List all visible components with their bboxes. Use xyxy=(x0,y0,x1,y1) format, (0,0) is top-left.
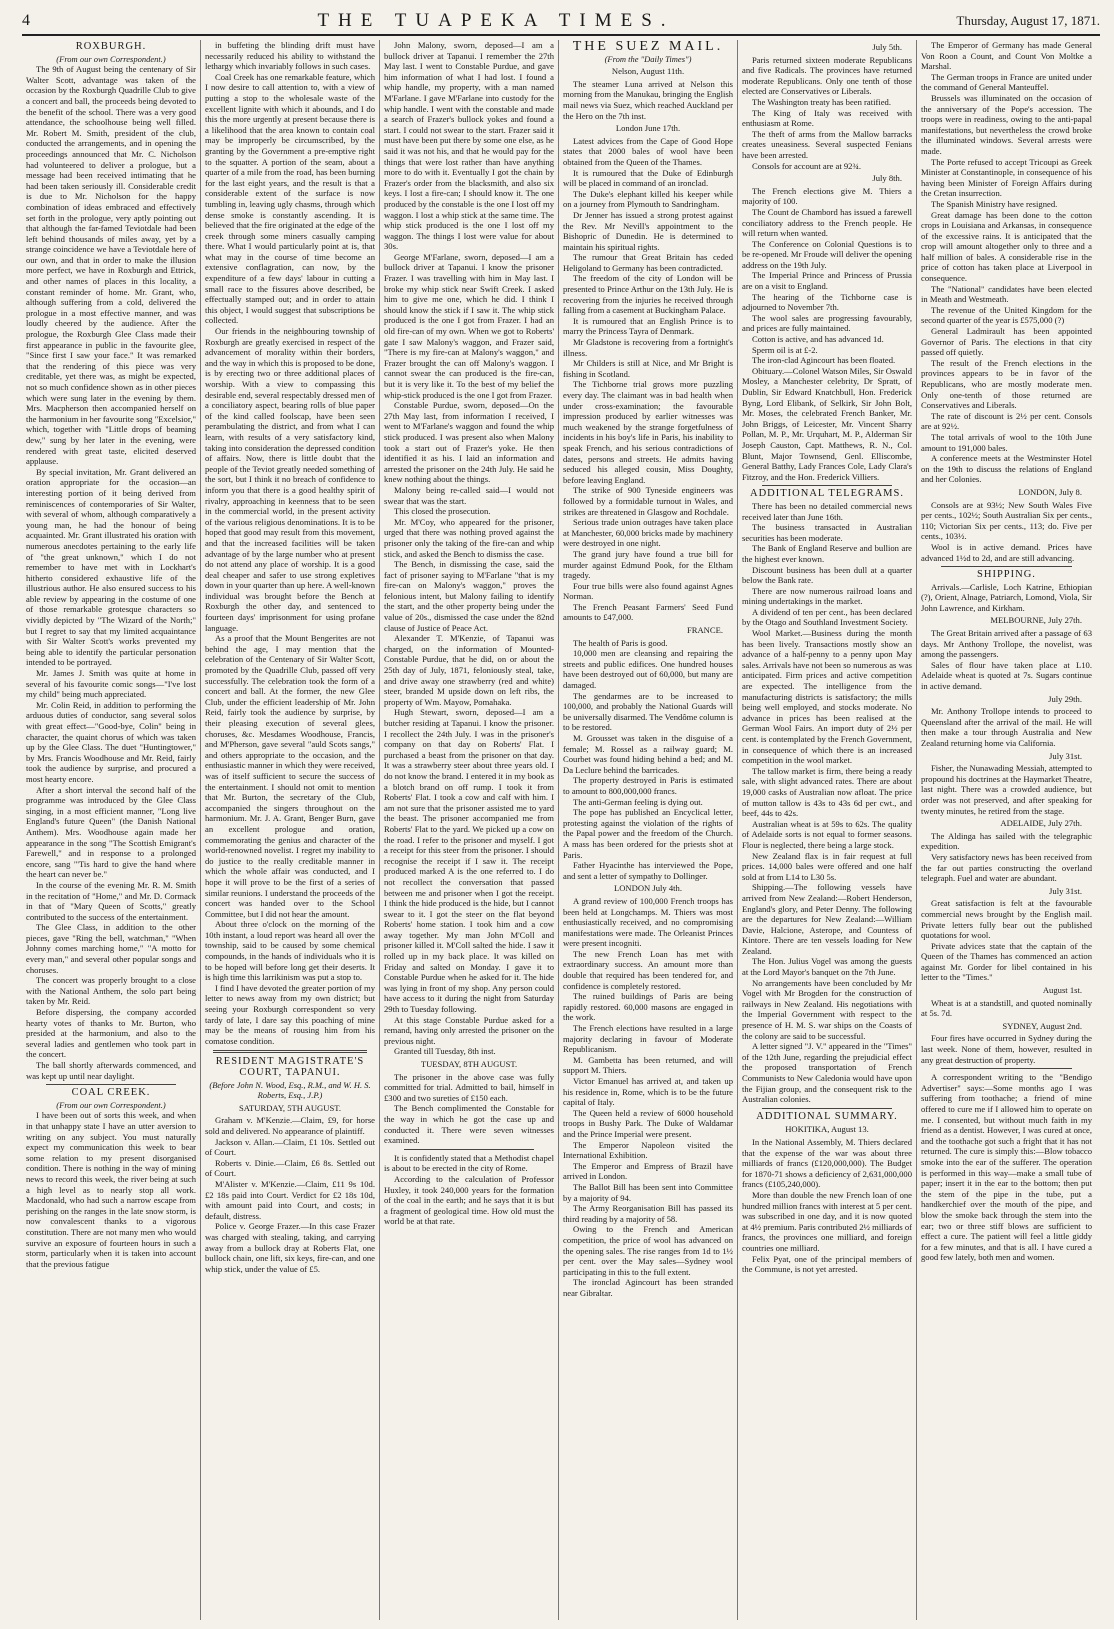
paragraph: As a proof that the Mount Bengerites are not behind the age, I may mention that the celebration of the Centenary of Sir Walter Scott, promoted by the Quadrille Club, passed off very successfully. The celebration took the form of a concert and ball. At the former, the new Glee Club, under the efficient leadership of Mr. John Reid, fairly took the audience by surprise, by their pleasing execution of several glees, choruses, &c. Mesdames Woodhouse, Francis, and M'Pherson, gave several "auld Scots sangs," and others appropriate to the occasion, and the enthusiastic manner in which they were received, was of itself sufficient to secure the success of the entertainment. I should not omit to mention that Mr. Burton, the secretary of the Club, accompanied the singers throughout on the harmonium. Mr. J. A. Grant, Benger Burn, gave an excellent prologue and oration, commemorating the genius and character of the world-renowned novelist. I regret my inability to do justice to the really creditable manner in which the whole affair was conducted, and I hope it will prove to be the first of a series of similar reunions. I understand the proceeds of the concert was handed over to the School Committee, but I did not hear the amount. xyxy=(205,633,375,919)
paragraph: The Conference on Colonial Questions is to be re-opened. Mr Froude will deliver the opening address on the 19th July. xyxy=(742,238,912,270)
section-heading: COAL CREEK. xyxy=(71,1087,151,1099)
dateline: July 31st. xyxy=(1049,885,1082,896)
paragraph: John Malony, sworn, deposed—I am a bullock driver at Tapanui. I remember the 27th May last. I went to Constable Purdue, and gave him information of what I had lost. I found a whip handle, my property, with a man named M'Farlane. I gave M'Farlane into custody for the whip handle. I went with the constable and made a search of Frazer's bullock yokes and found a start. I could not swear to the start. Frazer said it must have been put there by some one else, as he said it was not his, and that he would pay for the things that were lost rather than have anything more to do with it. Eventually I got the chain by Frazer's order from the blacksmith, and also six keys. I lost a fire-can; I should know it. The one produced by the constable is the one I lost off my waggon. I lost a whip stick at the same time. The whip stick produced is the one I lost off my waggon. The things I lost were value for about 30s. xyxy=(384,40,554,252)
paragraph: Hugh Stewart, sworn, deposed—I am a butcher residing at Tapanui. I know the prisoner. I recollect the 24th July. I was in the prisoner's company on that day on Roberts' Flat. I purchased a beast from the prisoner on that day. It was a strawberry steer about three years old. I do not know the brand. I entered it in my book as a blotch brand on off rump. I took it from Roberts' Flat. I took a cow and calf with him. I am not sure that the prisoner assisted me to yard the beast. The prisoner accompanied me from Roberts' Flat to the yard. We picked up a cow on the road. I refer to the prisoner and myself. I got a receipt for this steer from the prisoner. I should recognise the receipt if I saw it. The receipt produced marked A is the one referred to. I do not recollect the conversation that passed between me and prisoner when I got the receipt. I think the hide produced is the hide, but I cannot swear to it. I got the steer on the flat beyond Roberts' home station. I took him and a cow away together. My man John M'Coll and prisoner killed it. M'Coll salted the hide. I saw it rolled up in my back place. It was killed on Friday and salted on Monday. I gave it to Constable Purdue when he asked for it. The hide was lying in front of my shop. Any person could have access to it during the night from Saturday 29th to Tuesday following. xyxy=(384,707,554,1015)
paragraph: Our friends in the neighbouring township of Roxburgh are greatly exercised in respect of the advancement of morality within their borders, and the way in which this is proposed to be done, is by erecting two or three additional places of worship. With a view to compassing this desirable end, several respectably dressed men of a conciliatory aspect, bearing rolls of blue paper of the kind called foolscap, have been seen perambulating the district, and from what I can learn, with results of a very satisfactory kind, taking into consideration the depressed condition of affairs. Now, there is little doubt that the people of the Teviot greatly needed something of the sort, but I think it no breach of confidence to inform you that there is a good healthy spirit of rivalry, approaching in keenness that to be seen in the commercial world, in the present activity of the various religious denominations. It is to be hoped that good may result from this movement, and that the increased facilities will be taken advantage of by the large number who at present do not attend any place of worship. It is a good deal cheaper and safer to use strong expletives down in your quarter than up here. A well-known individual was brought before the Bench at Roxburgh the other day, and sentenced to fourteen days' imprisonment for using profane language. xyxy=(205,326,375,633)
dateline: SATURDAY, 5TH AUGUST. xyxy=(238,1102,342,1113)
paragraph: It is confidently stated that a Methodist chapel is about to be erected in the city of Rome. xyxy=(384,1152,554,1174)
paragraph: A grand review of 100,000 French troops has been held at Longchamps. M. Thiers was most enthusiastically received, and no compromising manifestations were made. The Orleanist Princes were present incogniti. xyxy=(563,895,733,949)
paragraph: The ruined buildings of Paris are being rapidly restored. 60,000 masons are engaged in the work. xyxy=(563,991,733,1023)
section-heading: RESIDENT MAGISTRATE'S COURT, TAPANUI. xyxy=(215,1056,365,1078)
paragraph: The health of Paris is good. xyxy=(573,637,668,648)
paragraph: Great damage has been done to the cotton crops in Louisiana and Arkansas, in consequence of the excessive rains. It is anticipated that the crop will amount altogether only to three and a half million of bales. A considerable rise in the price of cotton has taken place at Liverpool in consequence. xyxy=(921,209,1092,284)
paragraph: The new French Loan has met with extraordinary success. An amount more than double that required has been tendered for, and confidence is completely restored. xyxy=(563,948,733,991)
paragraph: The 9th of August being the centenary of Sir Walter Scott, advantage was taken of the occasion by the Roxburgh Quadrille Club to give a concert and ball, the proceeds being devoted to the benefit of the school. There was a very good attendance, the schoolhouse being well filled. Mr. Robert M. Smith, president of the club, conducted the arrangements, and in opening the proceedings announced that Mr. C. Nicholson had volunteered to deliver a prologue, but a message had been received intimating that he had been taken seriously ill. Considerable credit is due to Mr. Nicholson for the happy combination of ideas embraced and effectively set forth in the prologue, very aptly pointing out that although the far-famed Teviotdale had been left behind thousands of miles away, yet by a strange coincidence we have a Teviotdale here of our own, and that in order to make the illusion more perfect, we have in Roxburgh and Ettrick, and other names of places in this locality, a constant reminder of home. Mr. Grant, who, although suffering from a cold, delivered the prologue in a most effective manner, and was loudly cheered by the audience. After the prologue, the Roxburgh Glee Class made their first appearance in public in the favourite glee, "Since first I saw your face." It was remarked that the rendering of this piece was very creditable, yet there was, as might be expected, not so much confidence shown as in other pieces which were sung later in the evening by them. Mrs. Macpherson then accompanied herself on the harmonium in her favourite song "Excelsior," which, together with "Little drops of beaming dew," sung by her later in the evening, were rendered with great taste, elicited deserved applause. xyxy=(26,64,196,467)
paragraph: It is rumoured that the Duke of Edinburgh will be placed in command of an ironclad. xyxy=(563,167,733,189)
paragraph: More than double the new French loan of one hundred million francs with interest at 5 per cent. was subscribed in one day, and it is now quoted at 4½ premium. Paris contributed 2½ milliards of francs, the provinces one milliard, and foreign countries one milliard. xyxy=(742,1189,912,1253)
paragraph: The wool sales are progressing favourably, and prices are fully maintained. xyxy=(742,312,912,334)
dateline: ADELAIDE, July 27th. xyxy=(1000,818,1082,829)
paragraph: The freedom of the city of London will be presented to Prince Arthur on the 13th July. He is recovering from the injuries he received through falling from a casement at Buckingham Palace. xyxy=(563,273,733,316)
paragraph: Father Hyacinthe has interviewed the Pope, and sent a letter of sympathy to Dollinger. xyxy=(563,860,733,881)
paragraph: By special invitation, Mr. Grant delivered an oration appropriate for the occasion—an interesting portion of it being derived from reminiscences of contemporaries of Sir Walter, with several of whom, although comparatively a young man, he had the honour of being acquainted. Mr. Grant illustrated his oration with numerous anecdotes pertaining to the early life of "the great unknown," which I do not remember to have met with in Lockhart's hitherto considered exhaustive life of the illustrious author. He also ensured success to his able review by appearing in the costume of one of those remarkable grotesque characters so vividly depicted by "The Wizard of the North;" but I regret to say that my limited acquaintance with Sir Walter Scott's works prevented my being able to identify the particular personation intended to be portrayed. xyxy=(26,466,196,668)
paragraph: The ball shortly afterwards commenced, and was kept up until near daylight. xyxy=(26,1060,196,1081)
paragraph: Felix Pyat, one of the principal members of the Commune, is not yet arrested. xyxy=(742,1253,912,1275)
paragraph: A conference meets at the Westminster Hotel on the 19th to discuss the relations of England and her Colonies. xyxy=(921,453,1092,485)
divider xyxy=(213,1050,367,1053)
paragraph: Mr. Colin Reid, in addition to performing the arduous duties of conductor, sang several solos with great effect—"Good-bye, Colin" being in character, the quaint chorus of which was taken up by the Glee Class. The duet "Huntingtower," by Mrs. Francis Woodhouse and Mr. Reid, fairly took the audience by surprise, and procured a most hearty encore. xyxy=(26,699,196,784)
paragraph: The Washington treaty has been ratified. xyxy=(752,96,891,107)
paragraph: This closed the prosecution. xyxy=(394,506,491,517)
paragraph: Consols for account are at 92¾. xyxy=(752,160,862,171)
court-case: Jackson v. Allan.—Claim, £1 10s. Settled out of Court. xyxy=(205,1136,375,1158)
dateline: July 5th. xyxy=(872,42,902,52)
paragraph: Constable Purdue, sworn, deposed—On the 27th May last, from information I received, I went to M'Farlane's waggon and found the whip stick produced. I was present also when Malony took a start out of Frazer's yoke. He then identified it as his. I laid an information and arrested the prisoner on the 24th July. He said he knew nothing about the things. xyxy=(384,400,554,485)
dateline: August 1st. xyxy=(1042,985,1082,996)
paragraph: The French Peasant Farmers' Seed Fund amounts to £47,000. xyxy=(563,601,733,623)
paragraph: The Count de Chambord has issued a farewell conciliatory address to the French people. He will return when wanted. xyxy=(742,206,912,239)
byline: (From our own Correspondent.) xyxy=(56,53,166,64)
section-heading: ROXBURGH. xyxy=(75,41,147,52)
divider xyxy=(941,566,1072,567)
dateline: TUESDAY, 8TH AUGUST. xyxy=(420,1059,518,1069)
paragraph: The pope has published an Encyclical letter, protesting against the violation of the rights of the Papal power and the freedom of the Church. A mass has been ordered for the priests shot at Paris. xyxy=(563,807,733,860)
dateline: Nelson, August 11th. xyxy=(611,66,685,77)
paragraph: A correspondent writing to the "Bendigo Advertiser" says:—Some months ago I was suffering from toothache; a friend of mine offered to cure me if I allowed him to operate on me. I consented, but without much faith in my friend as a dentist. However, I was cured at once, and the toothache got such a fright that it has not returned. The cure is simply this:—Blow tobacco smoke into the ear of the sufferer. The operation is performed in this way—make a small tube of paper; insert it in the ear to the bottom; then put the stem of the pipe in the tube, put a handkerchief over the mouth of the pipe, and blow the smoke back through the stem into the ear; two or three stiff blows are sufficient to effect a cure. The patient will feel a little giddy for a few minutes, and that is all. I have cured a good few lately, both men and women. xyxy=(921,1072,1092,1263)
paragraph: The steamer Luna arrived at Nelson this morning from the Manukau, bringing the English mail news via Suez, which reached Auckland per the Hero on the 7th inst. xyxy=(563,78,733,121)
paragraph: The King of Italy was received with enthusiasm at Rome. xyxy=(742,107,912,129)
column-4 xyxy=(559,40,738,1620)
dateline: LONDON July 4th. xyxy=(613,883,683,894)
paragraph: Dr Jenner has issued a strong protest against the Rev. Mr Nevill's appointment to the Bishopric of Dunedin. He is determined to maintain his spiritual rights. xyxy=(563,209,733,252)
byline: (Before John N. Wood, Esq., R.M., and W. H. S. Roberts, Esq., J.P.) xyxy=(209,1079,371,1101)
paragraph: George M'Farlane, sworn, deposed—I am a bullock driver at Tapanui. I know the prisoner Frazer. I was travelling with him in May last. I broke my whip stick near Swift Creek. I asked him to give me one, which he did. I think I should know the stick if I saw it. The whip stick produced is the one I got from Frazer. I had an old fire-can of my own. When we got to Roberts' gate I saw Malony's waggon, and Frazer said, "There is my fire-can at Malony's waggon," and Frazer brought the can off Malony's waggon. I cannot swear the can produced is the fire-can, but it is very like it. To the best of my belief the whip-stick produced is the one I got from Frazer. xyxy=(384,251,554,400)
paragraph: General Ladmirault has been appointed Governor of Paris. The elections in that city passed off quietly. xyxy=(921,326,1092,358)
paragraph: The Emperor of Germany has made General Von Roon a Count, and Count Von Moltke a Marshal. xyxy=(921,40,1092,72)
paragraph: There has been no detailed commercial news received later than June 16th. xyxy=(742,500,912,522)
column-2 xyxy=(201,40,380,1620)
paragraph: Mr. M'Coy, who appeared for the prisoner, urged that there was nothing proved against the prisoner only the taking of the fire-can and whip stick, and asked the Bench to dismiss the case. xyxy=(384,516,554,559)
paragraph: It is rumoured that an English Prince is to marry the Princess Tayra of Denmark. xyxy=(563,315,733,337)
paragraph: Alexander T. M'Kenzie, of Tapanui was charged, on the information of Mounted-Constable Purdue, that he did, on or about the 25th day of July, 1871, feloniously steal, take, and drive away one strawberry (red and white) steer, branded M upside down on left ribs, the property of Wm. Mayow, Pomahaka. xyxy=(384,633,554,707)
paragraph: The Bank of England Reserve and bullion are the highest ever known. xyxy=(742,543,912,564)
byline: (From the "Daily Times") xyxy=(604,53,692,64)
column-5 xyxy=(738,40,917,1620)
paragraph: The gendarmes are to be increased to 100,000, and probably the National Guards will be universally disarmed. The Vendôme column is to be restored. xyxy=(563,690,733,733)
byline: (From our own Correspondent.) xyxy=(56,1099,166,1110)
paragraph: About three o'clock on the morning of the 10th instant, a loud report was heard all over the township, said to be caused by some chemical compounds, in the hands of individuals who it is to be hoped will before long get their deserts. It is high time this larrikinism was put a stop to. xyxy=(205,919,375,983)
paragraph: M. Gambetta has been returned, and will support M. Thiers. xyxy=(563,1054,733,1076)
paragraph: M. Grousset was taken in the disguise of a female; M. Rossel as a railway guard; M. Courbet was found hiding behind a bed; and M. Da Leclure behind the barricades. xyxy=(563,733,733,775)
paragraph: The Army Reorganisation Bill has passed its third reading by a majority of 58. xyxy=(563,1203,733,1224)
newspaper-title: THE TUAPEKA TIMES. xyxy=(317,10,675,31)
paragraph: Shipping.—The following vessels have arrived from New Zealand:—Robert Henderson, England's glory, and Peter Denny. The following are the departures for New Zealand:—William Davie, Halcione, Asterope, and Countess of Kintore. There are ten vessels loading for New Zealand. xyxy=(742,882,912,956)
divider xyxy=(762,1108,892,1109)
court-case: M'Alister v. M'Kenzie.—Claim, £11 9s 10d. £2 18s paid into Court. Verdict for £2 18s 10d, with amount paid into Court, and costs; in default, distress. xyxy=(205,1178,375,1221)
dateline: FRANCE. xyxy=(686,625,723,636)
paragraph: Cotton is active, and has advanced 1d. xyxy=(752,334,884,345)
column-6 xyxy=(917,40,1096,1620)
paragraph: The French elections give M. Thiers a majority of 100. xyxy=(742,185,912,207)
column-3 xyxy=(380,40,559,1620)
paragraph: I have been out of sorts this week, and when in that unhappy state I have an utter aversion to writing on any subject. You must naturally expect my communication this week to bear some relation to my present disorganised condition. There is nothing in the way of mining news to record this week, the river being at such a high level as to nearly stop all work. Macdonald, who had such a narrow escape from perishing on the ranges in the late snow storm, is now convalescent thanks to a vigorous constitution. There are not many men who would survive an exposure of fourteen hours in such a storm, particularly when it is taken into account that the previous fatigue xyxy=(26,1110,196,1269)
paragraph: The ironclad Agincourt has been stranded near Gibraltar. xyxy=(563,1277,733,1298)
paragraph: Owing to the French and American competition, the price of wool has advanced on the opening sales. The rise ranges from 1d to 1½ per cent. over the May sales—Sydney wool participating in this to the full extent. xyxy=(563,1224,733,1277)
paragraph: Paris returned sixteen moderate Republicans and five Radicals. The provinces have returned moderate Republicans. Only one tenth of those elected are Conservatives or Liberals. xyxy=(742,54,912,97)
paragraph: There are now numerous railroad loans and mining undertakings in the market. xyxy=(742,585,912,607)
divider xyxy=(941,1068,1072,1069)
paragraph: At this stage Constable Purdue asked for a remand, having only arrested the prisoner on the previous night. xyxy=(384,1014,554,1046)
paragraph: Australian wheat is at 59s to 62s. The quality of Adelaide sorts is not equal to former seasons. Flour is neglected, there being a large stock. xyxy=(742,818,912,850)
paragraph: New Zealand flax is in fair request at full prices. 14,000 bales were offered and one half sold at from L14 to L30 5s. xyxy=(742,850,912,882)
page-number: 4 xyxy=(22,12,30,29)
paragraph: Consols are at 93½; New South Wales Five per cents., 102½; South Australian Six per cents., 110; Victorian Six per cents., 113; do. Five per cents., 103½. xyxy=(921,499,1092,542)
dateline: London June 17th. xyxy=(615,123,681,134)
dateline: LONDON, July 8. xyxy=(1018,486,1082,497)
paragraph: Wool Market.—Business during the month has been lively. Transactions mostly show an advance of a half-penny to a penny upon May sales. Arrivals have not been so numerous as was anticipated. Firm prices and active competition are expected. The intelligence from the manufacturing districts is satisfactory; the mills being well employed, and stocks moderate. No advance in prices has been realised at the German Wool Fairs. An import duty of 2½ per cent. is contemplated by the French Government, in consequence of which there is an increased competition in the wool market. xyxy=(742,628,912,766)
divider xyxy=(46,1084,176,1085)
paragraph: No arrangements have been concluded by Mr Vogel with Mr Brogden for the construction of railways in New Zealand. His negotiations with the Imperial Government with respect to the presence of H. M. S. war ships on the Coasts of the colony are said to be successful. xyxy=(742,977,912,1041)
paragraph: The "National" candidates have been elected in Meath and Westmeath. xyxy=(921,283,1092,305)
paragraph: The result of the French elections in the provinces appears to be in favor of the Republicans, who are mostly moderate men. Only one-tenth of those returned are Conservatives and Liberals. xyxy=(921,357,1092,411)
paragraph: Sperm oil is at £-2. xyxy=(752,344,818,355)
paragraph: The Great Britain arrived after a passage of 63 days. Mr Anthony Trollope, the novelist, was among the passengers. xyxy=(921,628,1092,660)
paragraph: The prisoner in the above case was fully committed for trial. Admitted to bail, himself in £300 and two sureties of £150 each. xyxy=(384,1071,554,1103)
divider xyxy=(404,1149,534,1150)
paragraph: The rumour that Great Britain has ceded Heligoland to Germany has been contradicted. xyxy=(563,252,733,273)
paragraph: Obituary.—Colonel Watson Miles, Sir Oswald Mosley, a Manchester celebrity, Dr Spratt, of Dublin, Sir Edward Knatchbull, Hon. Frederick Byng, Lord Elibank, of Selkirk, Sir John Bolt, Mr. Moses, the celebrated French Banker, Mr. John Briggs, of Leicester, Mr. Vincent Sharry Pollan, M. P., Mr. Urquhart, M. P., Alderman Sir Joseph Causton, Capt. Matthews, R. N., Col. Blunt, Major Townsend, Genl. Elliscombe, General Batthy, Lady Frances Cole, Lady Clara's Fitzroy, and the Hon. Frederick Villiers. xyxy=(742,365,912,482)
paragraph: The Tichborne trial grows more puzzling every day. The claimant was in bad health when under cross-examination; the favourable impression produced by earlier witnesses was much weakened by the strange forgetfulness of incidents in his boy's life in Paris, his inability to speak French, and his serious contradictions of dates, persons and streets. He admits having seduced his alleged cousin, Miss Doughty, before leaving England. xyxy=(563,379,733,485)
paragraph: Mr Childers is still at Nice, and Mr Bright is fishing in Scotland. xyxy=(563,358,733,379)
paragraph: The Hon. Julius Vogel was among the guests at the Lord Mayor's banquet on the 7th June. xyxy=(742,956,912,978)
paragraph: The Spanish Ministry have resigned. xyxy=(931,198,1058,209)
paragraph: The Bench complimented the Constable for the way in which he got the case up and conducted it. There were seven witnesses examined. xyxy=(384,1103,554,1146)
paragraph: In the National Assembly, M. Thiers declared that the expense of the war was about three milliards of francs (£120,000,000). The Budget for 1870-71 shows a deficiency of 2,631,000,000 francs (£105,240,000). xyxy=(742,1136,912,1190)
paragraph: The Porte refused to accept Tricoupi as Greek Minister at Constantinople, in consequence of his having been Minister of Foreign Affairs during the Cretan insurrection. xyxy=(921,156,1092,199)
paragraph: The Imperial Prince and Princess of Prussia are on a visit to England. xyxy=(742,270,912,292)
paragraph: Victor Emanuel has arrived at, and taken up his residence in, Rome, which is to be the future capital of Italy. xyxy=(563,1076,733,1108)
court-case: Graham v. M'Kenzie.—Claim, £9, for horse sold and delivered. No appearance of plaintiff. xyxy=(205,1115,375,1136)
paragraph: Sales of flour have taken place at L10. Adelaide wheat is quoted at 7s. Sugars continue in active demand. xyxy=(921,659,1092,692)
paragraph: Coal Creek has one remarkable feature, which I now desire to call attention to, with a view of putting a stop to the wholesale waste of the excellent lignite with which it abounds, and I do this the more urgently at present because there is a likelihood that the area known to contain coal may be improperly be circumscribed, by the granting by the Government a pre-emptive right to the squatter. A portion of the seam, about a quarter of a mile from the road, has been burning for the last eight years, and the result is that a considerable extent of the surface is now tumbling in, leaving ugly chasms, through which dense smoke is constantly ascending. It is believed that the fire originated at the edge of the creek through some miners casually camping there. What I would particularly point at is, that what may in the course of time become an extensive conflagration, can now, by the expenditure of a few days' labour in cutting a small race to the fissures above described, be effectually stamped out; and in order to attain this object, I would suggest that subscriptions be collected. xyxy=(205,71,375,326)
paragraph: Granted till Tuesday, 8th inst. xyxy=(394,1046,496,1057)
paragraph: 10,000 men are cleansing and repairing the streets and public edifices. One hundred houses have been destroyed out of 60,000, but many are damaged. xyxy=(563,648,733,691)
paragraph: The rate of discount is 2½ per cent. Consols are at 92½. xyxy=(921,410,1092,432)
paragraph: The Ballot Bill has been sent into Committee by a majority of 94. xyxy=(563,1181,733,1203)
paragraph: The theft of arms from the Mallow barracks creates uneasiness. Several suspected Fenians have been arrested. xyxy=(742,128,912,160)
paragraph: The anti-German feeling is dying out. xyxy=(573,796,703,807)
masthead xyxy=(22,8,1100,36)
paragraph: Four true bills were also found against Agnes Norman. xyxy=(563,580,733,602)
paragraph: Four fires have occurred in Sydney during the last week. None of them, however, resulted in any great destruction of property. xyxy=(921,1033,1092,1065)
paragraph: Brussels was illuminated on the occasion of the anniversary of the Pope's accession. The troops were in readiness, owing to the anti-papal manifestations, but nevertheless the crowd broke the illuminated windows. Several arrests were made. xyxy=(921,92,1092,156)
paragraph: The Emperor Napoleon visited the International Exhibition. xyxy=(563,1139,733,1161)
paragraph: The French elections have resulted in a large majority declaring in favour of Moderate Republicanism. xyxy=(563,1023,733,1055)
paragraph: The strike of 900 Tyneside engineers was followed by a formidable turnout in Wales, and strikes are threatened in Glasgow and Rochdale. xyxy=(563,485,733,517)
paragraph: According to the calculation of Professor Huxley, it took 240,000 years for the formation of the coal in the earth; and he says that it is but a fragment of geological time. How old must the world be at that rate. xyxy=(384,1173,554,1227)
paragraph: The Bench, in dismissing the case, said the fact of prisoner saying to M'Farlane "that is my fire-can on Malony's waggon," proves the felonious intent, but Malony failing to identify the start, and the other property being under the value of 20s., dismissed the case under the 82nd clause of Justice of Peace Act. xyxy=(384,559,554,633)
paragraph: A dividend of ten per cent., has been declared by the Otago and Southland Investment Society. xyxy=(742,606,912,628)
dateline: July 31st. xyxy=(1049,750,1082,761)
dateline: SYDNEY, August 2nd. xyxy=(1002,1020,1082,1031)
paragraph: The hearing of the Tichborne case is adjourned to November 7th. xyxy=(742,291,912,313)
paragraph: The Glee Class, in addition to the other pieces, gave "Ring the bell, watchman," "When Johnny comes marching home," "A motto for every man," and several other popular songs and choruses. xyxy=(26,922,196,975)
paragraph: Wool is in active demand. Prices have advanced 1½d to 2d, and are still advancing. xyxy=(921,541,1092,563)
paragraph: The Aldinga has sailed with the telegraphic expedition. xyxy=(921,830,1092,852)
dateline: MELBOURNE, July 27th. xyxy=(990,615,1082,626)
paragraph: The German troops in France are united under the command of General Manteuffel. xyxy=(921,71,1092,93)
paragraph: The grand jury have found a true bill for murder against Edmund Pook, for the Eltham tragedy. xyxy=(563,548,733,581)
paragraph: The iron-clad Agincourt has been floated. xyxy=(752,355,896,366)
paragraph: Mr. James J. Smith was quite at home in several of his favourite comic songs—"I've lost my child" being much appreciated. xyxy=(26,668,196,700)
section-heading: SHIPPING. xyxy=(977,569,1036,581)
paragraph: Discount business has been dull at a quarter below the Bank rate. xyxy=(742,564,912,586)
column-1 xyxy=(22,40,201,1620)
divider xyxy=(762,485,892,486)
section-heading: THE SUEZ MAIL. xyxy=(572,40,724,54)
paragraph: Malony being re-called said—I would not swear that was the start. xyxy=(384,484,554,506)
paragraph: Police v. George Frazer.—In this case Frazer was charged with stealing, taking, and carrying away from a bullock dray at Roberts Flat, one bullock chain, one lift, six keys, fire-can, and one whip stick, under the value of £5. xyxy=(205,1221,375,1274)
paragraph: The tallow market is firm, there being a ready sale, with slight advanced rates. There are about 19,000 casks of Australian now afloat. The price of mutton tallow is 43s to 43s 6d per cwt., and beef, 44s to 42s. xyxy=(742,765,912,819)
paragraph: Before dispersing, the company accorded hearty votes of thanks to Mr. Burton, who presided at the harmonium, and also to the several ladies and gentlemen who took part in the concert. xyxy=(26,1007,196,1060)
dateline: July 29th. xyxy=(1048,693,1082,704)
paragraph: A letter signed "J. V." appeared in the "Times" of the 12th June, regarding the prejudicial effect the proposed transportation of French Communists to New Caledonia would have upon the Fijian group, and the consequent risk to the Australian colonies. xyxy=(742,1041,912,1105)
paragraph: Mr Gladstone is recovering from a fortnight's illness. xyxy=(563,337,733,358)
paragraph: The total arrivals of wool to the 10th June amount to 191,000 bales. xyxy=(921,431,1092,453)
dateline: HOKITIKA, August 13. xyxy=(785,1124,869,1135)
paragraph: The business transacted in Australian securities has been moderate. xyxy=(742,522,912,543)
paragraph: Serious trade union outrages have taken place at Manchester, 60,000 bricks made by machinery were destroyed in one night. xyxy=(563,517,733,549)
newspaper-page xyxy=(22,40,1100,1620)
issue-date: Thursday, August 17, 1871. xyxy=(956,13,1100,28)
paragraph: Private advices state that the captain of the Queen of the Thames has commenced an action against Mr. Gorder for libel contained in his letter to the "Times." xyxy=(921,940,1092,983)
paragraph: Fisher, the Nunawading Messiah, attempted to propound his doctrines at the Haymarket Theatre, last night. There was a crowded audience, but order was not preserved, and after speaking for twenty minutes, he retired from the stage. xyxy=(921,763,1092,816)
paragraph: Great satisfaction is felt at the favourable commercial news brought by the English mail. Private letters fully bear out the published quotations for wool. xyxy=(921,898,1092,941)
paragraph: Mr. Anthony Trollope intends to proceed to Queensland after the arrival of the mail. He will then make a tour through Australia and New Zealand returning home via California. xyxy=(921,706,1092,748)
paragraph: Very satisfactory news has been received from the far out parties constructing the overland telegraph. Fuel and water are abundant. xyxy=(921,851,1092,884)
paragraph: I find I have devoted the greater portion of my letter to news away from my own district; but seeing your Roxburgh correspondent so very tardy of late, I dare say this poaching of mine may be the means of rousing him from his comatose condition. xyxy=(205,982,375,1046)
paragraph: The Duke's elephant killed his keeper while on a journey from Plymouth to Sandringham. xyxy=(563,188,733,210)
paragraph: The Queen held a review of 6000 household troops in Bushy Park. The Duke of Waldamar and the Prince Imperial were present. xyxy=(563,1107,733,1139)
paragraph: The Emperor and Empress of Brazil have arrived in London. xyxy=(563,1160,733,1182)
paragraph: The property destroyed in Paris is estimated to amount to 800,000,000 francs. xyxy=(563,775,733,796)
section-heading: ADDITIONAL SUMMARY. xyxy=(756,1110,898,1122)
paragraph: In the course of the evening Mr. R. M. Smith in the recitation of "Home," and Mr. D. Cormack in that of "Mary Queen of Scotts," greatly contributed to the success of the entertainment. xyxy=(26,879,196,922)
paragraph: Latest advices from the Cape of Good Hope states that 2000 bales of wool have been obtained from the Queen of the Thames. xyxy=(563,135,733,167)
paragraph: Arrivals.—Carlisle, Loch Katrine, Ethiopian (?), Orient, Alnage, Patriarch, Lomond, Viola, Sir John Lawrence, and Kirkham. xyxy=(921,581,1092,613)
court-case: Roberts v. Dinie.—Claim, £6 8s. Settled out of Court. xyxy=(205,1157,375,1179)
paragraph: Wheat is at a standstill, and quoted nominally at 5s. 7d. xyxy=(921,997,1092,1019)
paragraph: in buffeting the blinding drift must have necessarily reduced his ability to withstand the lethargy which invariably follows in such cases. xyxy=(205,40,375,72)
paragraph: The concert was properly brought to a close with the National Anthem, the solo part being taken by Mr. Reid. xyxy=(26,975,196,1007)
section-heading: ADDITIONAL TELEGRAMS. xyxy=(750,488,904,500)
dateline: July 8th. xyxy=(872,173,902,184)
paragraph: After a short interval the second half of the programme was introduced by the Glee Class singing, in a most efficient manner, "Long live England's future Queen" (the Danish National Anthem). Mrs. Woodhouse again made her appearance in the song "The Scottish Emigrant's Farewell," and in response to a prolonged encore, sang "'Tis hard to give the hand where the heart can never be." xyxy=(26,784,196,880)
paragraph: The revenue of the United Kingdom for the second quarter of the year is £575,000 (?) xyxy=(921,304,1092,326)
